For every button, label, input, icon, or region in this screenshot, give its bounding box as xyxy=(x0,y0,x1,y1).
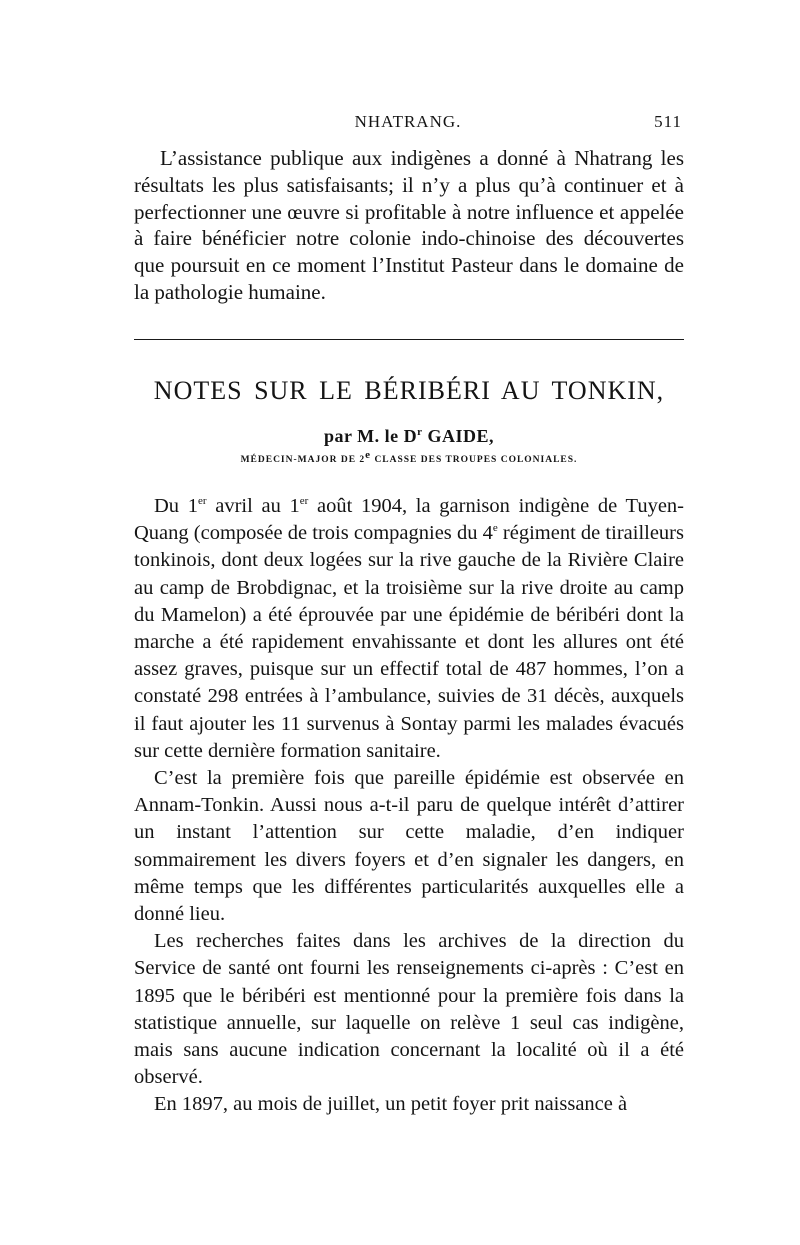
p1-text-c: août 1904, la garnison indigène de Tuyen-Quang (composée de trois compagnies du 4 xyxy=(134,495,684,545)
body-paragraph-2: C’est la première fois que pareille épidémie est observée en Annam-Tonkin. Aussi nous a-t-il paru de quelque intérêt d’attirer un instant l’attention sur cette maladie, d’en indiquer sommairement les divers foyers et d’en signaler les dangers, en même temps que les différentes particularités auxquelles elle a donné lieu. xyxy=(134,767,684,926)
page-number: 511 xyxy=(654,112,682,131)
running-head-title: NHATRANG. xyxy=(354,112,462,131)
p1-sup-2: er xyxy=(299,495,309,508)
p1-text-b: avril au 1 xyxy=(206,495,300,517)
p1-sup-3: e xyxy=(492,522,498,535)
article-body xyxy=(134,493,684,1119)
author-affiliation xyxy=(134,449,684,466)
p1-text-d: régiment de tirailleurs tonkinois, dont deux logées sur la rive gauche de la Rivière Claire au camp de Brobdignac, et la troisième sur la rive droite au camp du Mamelon) a été éprouvée par une épidémie de béribéri dont la marche a été rapidement envahissante et dont les allures ont été assez graves, puisque sur un effectif total de 487 hommes, l’on a constaté 298 entrées à l’ambulance, suivies de 31 décès, auxquels il faut ajouter les 11 survenus à Sontay parmi les malades évacués sur cette dernière formation sanitaire. xyxy=(134,522,684,762)
p1-text-a: Du 1 xyxy=(154,495,198,517)
intro-paragraph: L’assistance publique aux indigènes a donné à Nhatrang les résultats les plus satisfaisants; il n’y a plus qu’à continuer et à perfectionner une œuvre si profitable à notre influence et appelée à faire bénéficier notre colonie indo-chinoise des découvertes que poursuit en ce moment l’Institut Pasteur dans le domaine de la pathologie humaine. xyxy=(134,146,684,304)
author-name: GAIDE, xyxy=(422,426,495,446)
byline-prefix: par M. le D xyxy=(323,426,418,446)
body-paragraph-1 xyxy=(134,493,684,765)
author-byline xyxy=(134,426,684,447)
affiliation-superscript: e xyxy=(365,449,372,461)
affiliation-suffix: CLASSE DES TROUPES COLONIALES. xyxy=(371,455,578,466)
body-paragraph-3: Les recherches faites dans les archives de la direction du Service de santé ont fourni les renseignements ci-après : C’est en 1895 que le béribéri est mentionné pour la première fois dans la statistique annuelle, sur laquelle on relève 1 seul cas indigène, mais sans aucune indication concernant la localité où il a été observé. xyxy=(134,930,684,1089)
affiliation-prefix: MÉDECIN-MAJOR DE 2 xyxy=(240,455,366,466)
byline-superscript: r xyxy=(417,426,423,438)
running-head xyxy=(134,112,682,136)
article-title: NOTES SUR LE BÉRIBÉRI AU TONKIN, xyxy=(153,376,665,405)
section-divider xyxy=(134,339,684,340)
body-paragraph-4: En 1897, au mois de juillet, un petit foyer prit naissance à xyxy=(154,1093,628,1116)
p1-sup-1: er xyxy=(198,495,207,508)
